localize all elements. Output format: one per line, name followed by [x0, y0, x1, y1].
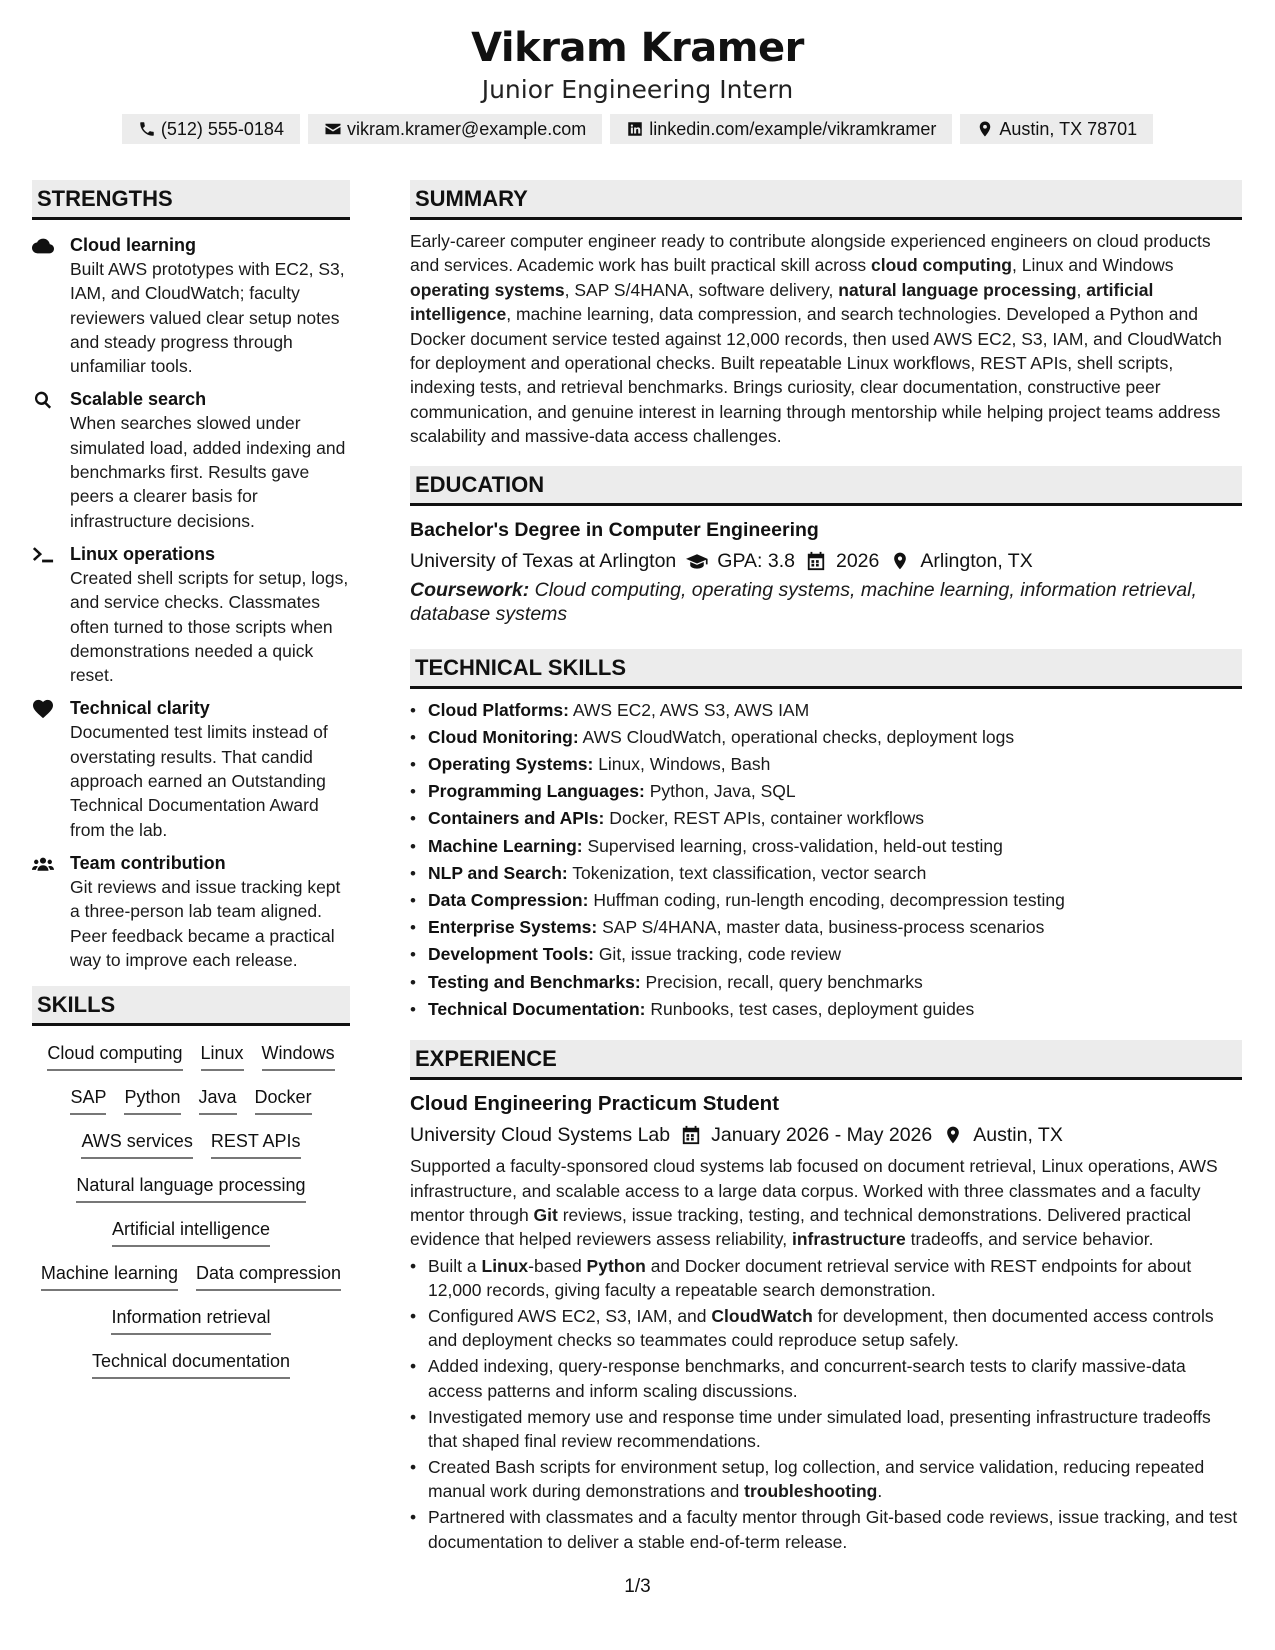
- skill-values: Tokenization, text classification, vector search: [567, 862, 927, 883]
- technical-skill-item: [428, 887, 1242, 914]
- experience-heading: EXPERIENCE: [410, 1040, 1242, 1080]
- skill-tag: Linux: [201, 1041, 244, 1071]
- skill-tag: Windows: [262, 1041, 335, 1071]
- candidate-role: Junior Engineering Intern: [481, 75, 794, 104]
- summary-heading: SUMMARY: [410, 180, 1242, 220]
- skill-category: Programming Languages:: [428, 781, 645, 802]
- envelope-icon: [324, 120, 342, 138]
- text-run: Investigated memory use and response time under simulated load, presenting infrastructure tradeoffs that shaped final review recommendations.: [428, 1406, 1211, 1452]
- skill-tag: Natural language processing: [76, 1173, 305, 1203]
- bold-keyword: cloud computing: [871, 255, 1012, 276]
- education-meta: [410, 546, 1242, 576]
- degree-title: Bachelor's Degree in Computer Engineering: [410, 518, 819, 541]
- text-run: Built a: [428, 1255, 482, 1276]
- search-icon: [32, 390, 54, 410]
- job-bullet: [428, 1254, 1242, 1303]
- technical-skill-item: [428, 697, 1242, 724]
- skill-tag: AWS services: [81, 1129, 192, 1159]
- job-description: [410, 1154, 1242, 1252]
- graduation-cap-icon: [686, 551, 708, 571]
- strength-item: [32, 233, 350, 378]
- job-bullet: [428, 1304, 1242, 1353]
- job-bullet: [428, 1505, 1242, 1554]
- school-location: Arlington, TX: [920, 549, 1033, 572]
- skill-tag: Java: [199, 1085, 237, 1115]
- technical-skill-item: [428, 833, 1242, 860]
- experience-entry: [410, 1090, 1242, 1554]
- skill-tag: SAP: [70, 1085, 106, 1115]
- strength-item: [32, 696, 350, 841]
- skill-values: Huffman coding, run-length encoding, decompression testing: [588, 890, 1065, 911]
- skill-tag: Data compression: [196, 1261, 341, 1291]
- strength-item: [32, 851, 350, 972]
- skill-values: Python, Java, SQL: [644, 781, 796, 802]
- technical-skill-item: [428, 914, 1242, 941]
- bold-keyword: CloudWatch: [711, 1306, 813, 1327]
- contact-phone-text: (512) 555-0184: [160, 118, 284, 139]
- technical-skills-list: [428, 697, 1242, 1023]
- text-run: Created Bash scripts for environment setup, log collection, and service validation, reducing repeated manual work during demonstrations and: [428, 1456, 1205, 1502]
- contact-bar: [0, 114, 1275, 144]
- cloud-icon: [32, 236, 54, 256]
- skill-tag: Python: [124, 1085, 180, 1115]
- strengths-list: [32, 233, 350, 972]
- skill-values: Git, issue tracking, code review: [593, 944, 841, 965]
- map-pin-icon: [942, 1125, 964, 1145]
- contact-email[interactable]: [308, 114, 602, 144]
- text-run: -based: [528, 1255, 587, 1276]
- job-location: Austin, TX: [973, 1124, 1063, 1147]
- technical-skill-item: [428, 860, 1242, 887]
- users-icon: [32, 854, 54, 874]
- strength-text: Built AWS prototypes with EC2, S3, IAM, and CloudWatch; faculty reviewers valued clear setup notes and steady progress through unfamiliar tools.: [70, 259, 345, 377]
- technical-skill-item: [428, 996, 1242, 1023]
- strengths-heading: STRENGTHS: [32, 180, 350, 220]
- organization: University Cloud Systems Lab: [410, 1124, 671, 1147]
- technical-skill-item: [428, 751, 1242, 778]
- text-run: Configured AWS EC2, S3, IAM, and: [428, 1306, 712, 1327]
- text-run: reviews, issue tracking, testing, and technical demonstrations. Delivered practical evidence that helped reviewers assess reliability,: [410, 1204, 1192, 1250]
- skill-category: Data Compression:: [428, 890, 589, 911]
- coursework-label: Coursework:: [410, 578, 530, 601]
- job-bullet: [428, 1455, 1242, 1504]
- skill-tag: Docker: [255, 1085, 312, 1115]
- skill-category: NLP and Search:: [428, 862, 568, 883]
- bold-keyword: operating systems: [410, 279, 565, 300]
- resume-header: [0, 22, 1275, 144]
- bold-keyword: troubleshooting: [744, 1481, 878, 1502]
- school-name: University of Texas at Arlington: [410, 549, 677, 572]
- contact-email-text: vikram.kramer@example.com: [346, 118, 587, 139]
- skill-values: AWS CloudWatch, operational checks, deployment logs: [578, 726, 1015, 747]
- contact-location: [960, 114, 1153, 144]
- skill-tag: Technical documentation: [92, 1349, 290, 1379]
- technical-skill-item: [428, 805, 1242, 832]
- text-run: , Linux and Windows: [1011, 255, 1174, 276]
- strength-title: Technical clarity: [70, 698, 210, 719]
- skill-tags: [32, 1041, 350, 1379]
- strength-text: When searches slowed under simulated load, added indexing and benchmarks first. Results gave peers a clearer basis for infrastructure decisions.: [70, 413, 346, 531]
- technical-skill-item: [428, 969, 1242, 996]
- education-heading: EDUCATION: [410, 466, 1242, 506]
- skill-category: Development Tools:: [428, 944, 594, 965]
- skill-tag: Information retrieval: [111, 1305, 270, 1335]
- strength-text: Git reviews and issue tracking kept a three-person lab team aligned. Peer feedback became a practical way to improve each release.: [70, 876, 341, 970]
- map-pin-icon: [889, 551, 911, 571]
- education-entry: [410, 516, 1242, 626]
- right-column: [410, 180, 1242, 1556]
- text-run: , machine learning, data compression, and search technologies. Developed a Python and Docker document service tested against 12,000 records, then used AWS EC2, S3, IAM, and CloudWatch for deployment and operational checks. Built repeatable Linux workflows, REST APIs, shell scripts, indexing tests, and retrieval benchmarks. Brings curiosity, clear documentation, constructive peer communication, and genuine interest in learning through mentorship while helping project teams address scalability and massive-data access challenges.: [410, 304, 1222, 447]
- skill-values: Runbooks, test cases, deployment guides: [645, 998, 975, 1019]
- strength-title: Team contribution: [70, 852, 226, 873]
- text-run: .: [877, 1481, 883, 1502]
- skill-category: Cloud Platforms:: [428, 699, 569, 720]
- skill-category: Machine Learning:: [428, 835, 583, 856]
- bold-keyword: Linux: [481, 1255, 529, 1276]
- job-title: Cloud Engineering Practicum Student: [410, 1092, 780, 1116]
- skills-heading: SKILLS: [32, 986, 350, 1026]
- text-run: tradeoffs, and service behavior.: [905, 1229, 1154, 1250]
- text-run: ,: [1076, 279, 1087, 300]
- technical-skill-item: [428, 778, 1242, 805]
- skill-values: SAP S/4HANA, master data, business-process scenarios: [597, 917, 1045, 938]
- contact-phone[interactable]: [122, 114, 300, 144]
- text-run: Added indexing, query-response benchmarks, and concurrent-search tests to clarify massive-data access patterns and inform scaling discussions.: [428, 1356, 1186, 1401]
- heart-icon: [32, 699, 54, 719]
- skill-values: Precision, recall, query benchmarks: [640, 971, 923, 992]
- strength-title: Linux operations: [70, 543, 216, 564]
- contact-location-text: Austin, TX 78701: [999, 118, 1138, 139]
- text-run: Supported a faculty-sponsored cloud systems lab focused on document retrieval, Linux operations, AWS infrastructure, and scalable access to a large data corpus. Worked with three classmates and a faculty mentor through: [410, 1156, 1218, 1225]
- skill-tag: Machine learning: [41, 1261, 178, 1291]
- text-run: for development, then documented access controls and deployment checks so teammates could reproduce setup safely.: [428, 1306, 1214, 1351]
- experience-meta: [410, 1120, 1242, 1150]
- bold-keyword: natural language processing: [838, 279, 1077, 300]
- graduation-year: 2026: [835, 549, 880, 572]
- strength-title: Scalable search: [70, 389, 207, 410]
- text-run: , SAP S/4HANA, software delivery,: [564, 279, 839, 300]
- technical-skill-item: [428, 941, 1242, 968]
- job-bullets: [428, 1254, 1242, 1554]
- strength-title: Cloud learning: [70, 235, 196, 255]
- skill-tag: REST APIs: [211, 1129, 301, 1159]
- skill-values: Docker, REST APIs, container workflows: [604, 808, 924, 829]
- skill-category: Containers and APIs:: [428, 808, 605, 829]
- skill-category: Testing and Benchmarks:: [428, 971, 641, 992]
- technical-skill-item: [428, 724, 1242, 751]
- technical-skills-heading: TECHNICAL SKILLS: [410, 649, 1242, 689]
- bold-keyword: Python: [586, 1255, 646, 1276]
- strength-text: Created shell scripts for setup, logs, and service checks. Classmates often turned to those scripts when demonstrations needed a quick reset.: [70, 567, 349, 686]
- bold-keyword: Git: [533, 1204, 558, 1225]
- coursework-list: Cloud computing, operating systems, machine learning, information retrieval, database systems: [410, 578, 1197, 625]
- strength-item: [32, 387, 350, 532]
- phone-icon: [138, 120, 156, 138]
- bold-keyword: artificial intelligence: [410, 279, 1154, 325]
- coursework: [410, 578, 1242, 626]
- summary-text: [410, 229, 1242, 449]
- skill-category: Cloud Monitoring:: [428, 726, 579, 747]
- job-dates: January 2026 - May 2026: [711, 1124, 933, 1147]
- contact-linkedin-text: linkedin.com/example/vikramkramer: [649, 118, 937, 139]
- candidate-name: Vikram Kramer: [471, 25, 804, 71]
- skill-category: Technical Documentation:: [428, 998, 646, 1019]
- job-bullet: [428, 1354, 1242, 1403]
- terminal-icon: [32, 545, 54, 565]
- text-run: Partnered with classmates and a faculty mentor through Git-based code reviews, issue tracking, and test documentation to deliver a stable end-of-term release.: [428, 1507, 1238, 1552]
- map-pin-icon: [976, 120, 994, 138]
- strength-item: [32, 542, 350, 687]
- skill-category: Operating Systems:: [428, 754, 594, 775]
- calendar-icon: [805, 551, 827, 571]
- page-number: 1/3: [624, 1576, 651, 1597]
- skill-values: AWS EC2, AWS S3, AWS IAM: [568, 699, 810, 720]
- linkedin-icon: [626, 120, 644, 138]
- job-bullet: [428, 1405, 1242, 1454]
- strength-text: Documented test limits instead of overstating results. That candid approach earned an Outstanding Technical Documentation Award from the lab.: [70, 722, 328, 840]
- left-column: [32, 180, 350, 1379]
- skill-tag: Artificial intelligence: [112, 1217, 270, 1247]
- bold-keyword: infrastructure: [791, 1229, 906, 1250]
- skill-tag: Cloud computing: [47, 1041, 182, 1071]
- gpa: GPA: 3.8: [717, 549, 795, 572]
- skill-values: Linux, Windows, Bash: [593, 754, 771, 775]
- skills-section: [32, 986, 350, 1379]
- text-run: Early-career computer engineer ready to contribute alongside experienced engineers on cloud products and services. Academic work has built practical skill across: [410, 231, 1211, 276]
- text-run: and Docker document retrieval service with REST endpoints for about 12,000 records, giving faculty a repeatable search demonstration.: [428, 1255, 1192, 1301]
- calendar-icon: [680, 1125, 702, 1145]
- skill-category: Enterprise Systems:: [428, 917, 598, 938]
- contact-linkedin[interactable]: [610, 114, 952, 144]
- skill-values: Supervised learning, cross-validation, held-out testing: [582, 835, 1003, 856]
